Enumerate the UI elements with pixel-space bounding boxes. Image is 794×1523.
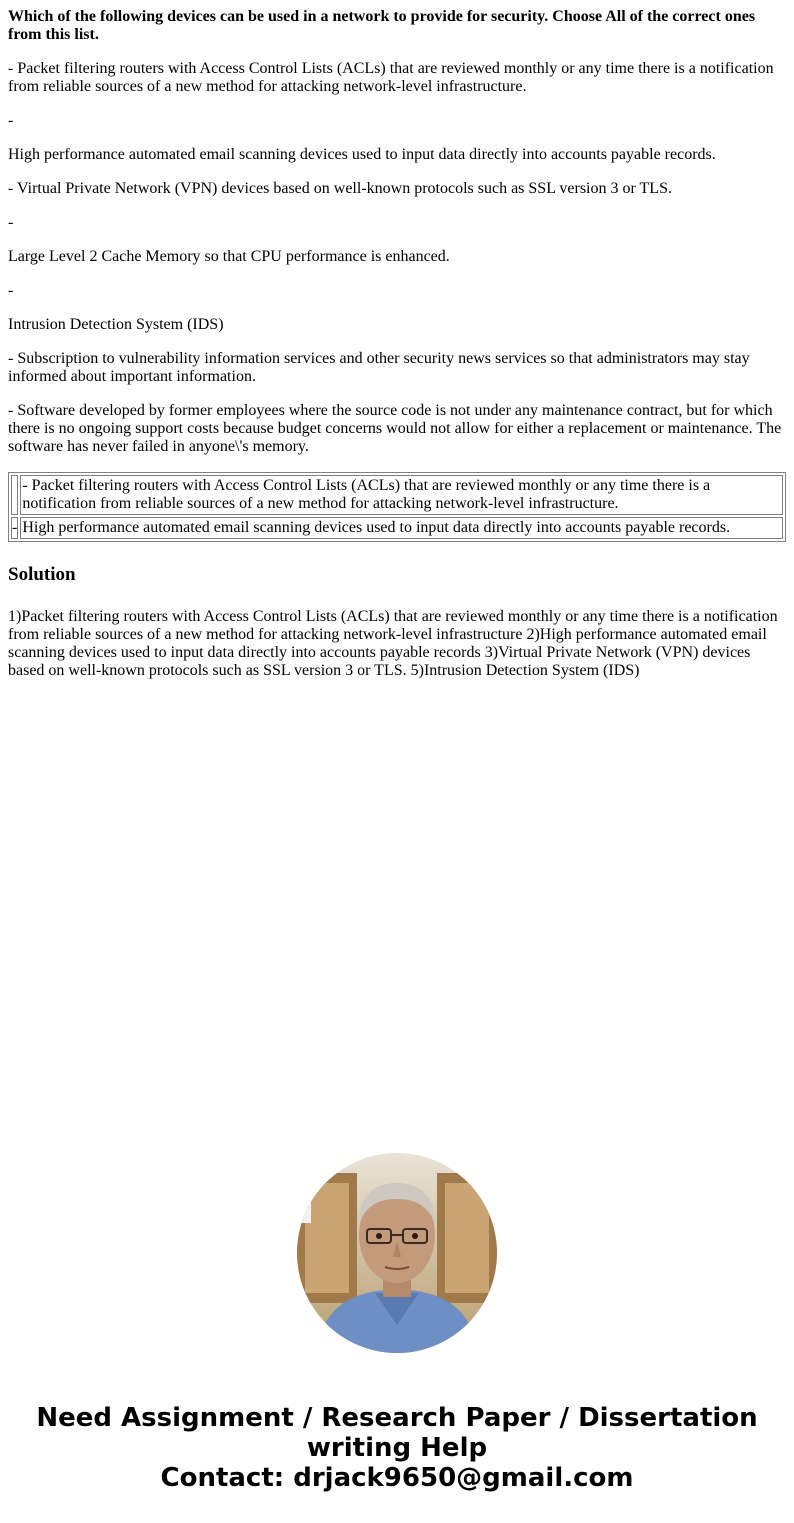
table-cell-dash: -	[11, 517, 18, 539]
avatar-portrait	[297, 1153, 497, 1353]
contact-banner	[0, 1403, 794, 1493]
table-row	[11, 475, 783, 515]
question-title: Which of the following devices can be used in a network to provide for security. Choose All of the correct ones from this list.	[8, 8, 756, 43]
table-cell-text: High performance automated email scanning devices used to input data directly into accounts payable records.	[20, 517, 783, 539]
option-text: - Subscription to vulnerability information services and other security news services so that administrators may stay informed about important information.	[8, 350, 750, 385]
banner-line: writing Help	[306, 1433, 488, 1463]
option-text: - Packet filtering routers with Access Control Lists (ACLs) that are reviewed monthly or any time there is a notification from reliable sources of a new method for attacking network-level infrastructure.	[8, 60, 774, 95]
option-text: High performance automated email scanning devices used to input data directly into accounts payable records.	[8, 146, 716, 163]
table-row	[11, 517, 783, 539]
option-text: - Virtual Private Network (VPN) devices based on well-known protocols such as SSL version 3 or TLS.	[8, 180, 672, 197]
banner-line: Need Assignment / Research Paper / Dissertation	[36, 1403, 758, 1433]
option-text: -	[8, 282, 14, 299]
option-text: -	[8, 112, 14, 129]
banner-contact: Contact: drjack9650@gmail.com	[160, 1463, 634, 1493]
table-cell-dash	[11, 475, 18, 515]
option-text: Large Level 2 Cache Memory so that CPU performance is enhanced.	[8, 248, 450, 265]
avatar	[297, 1153, 497, 1353]
option-text: Intrusion Detection System (IDS)	[8, 316, 224, 333]
document-content	[8, 8, 786, 696]
solution-text: 1)Packet filtering routers with Access Control Lists (ACLs) that are reviewed monthly or any time there is a notification from reliable sources of a new method for attacking network-level infrastructure 2)High performance automated email scanning devices used to input data directly into accounts payable records 3)Virtual Private Network (VPN) devices based on well-known protocols such as SSL version 3 or TLS. 5)Intrusion Detection System (IDS)	[8, 608, 778, 679]
solution-heading: Solution	[8, 564, 76, 585]
option-text: - Software developed by former employees where the source code is not under any maintenance contract, but for which there is no ongoing support costs because budget concerns would not allow for either a replacement or maintenance. The software has never failed in anyone\'s memory.	[8, 402, 782, 455]
options-table	[8, 472, 786, 542]
option-text: -	[8, 214, 14, 231]
table-cell-text: - Packet filtering routers with Access Control Lists (ACLs) that are reviewed monthly or any time there is a notification from reliable sources of a new method for attacking network-level infrastructure.	[20, 475, 783, 515]
